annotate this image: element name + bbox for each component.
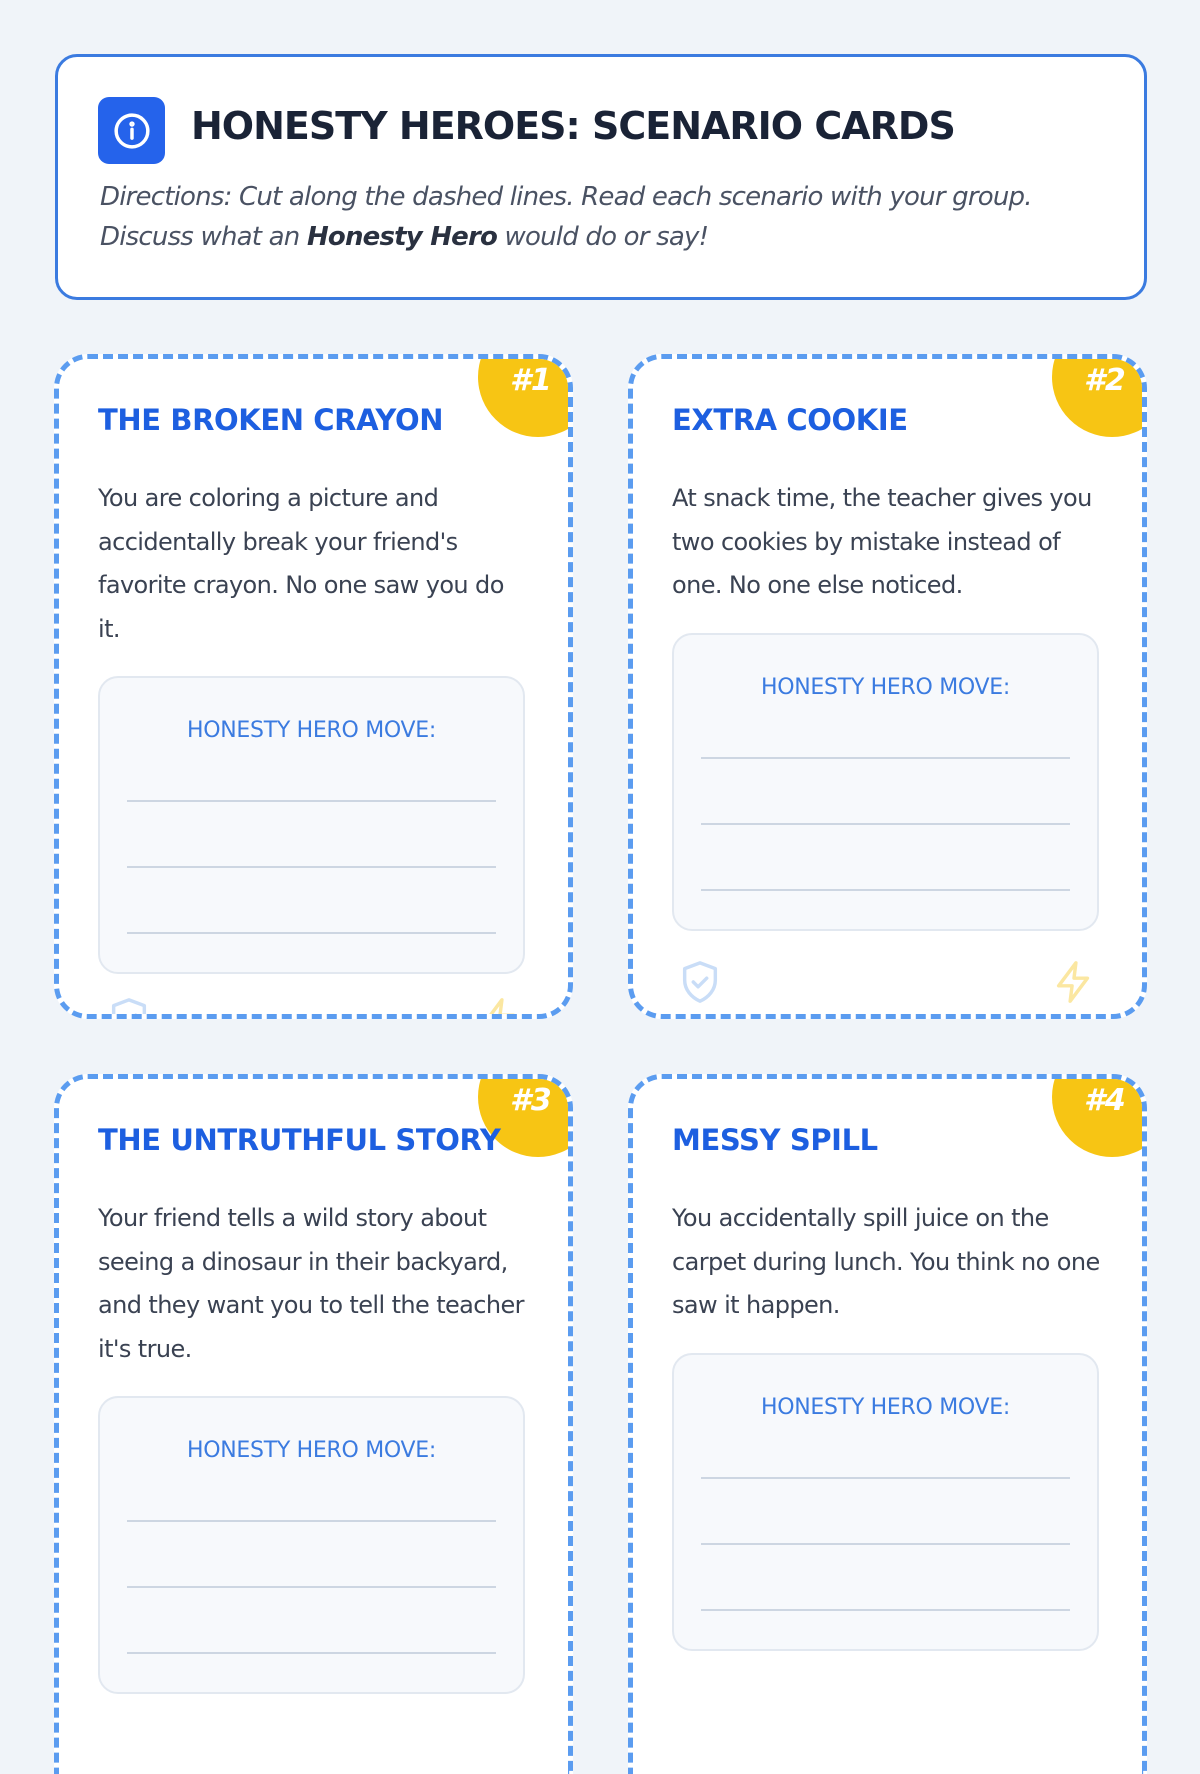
- honesty-move-box: [98, 1396, 525, 1694]
- write-line: [127, 800, 496, 802]
- write-line: [701, 1543, 1070, 1545]
- write-line: [701, 889, 1070, 891]
- write-line: [127, 1652, 496, 1654]
- scenario-card-1: [54, 354, 573, 1019]
- scenario-card-2: [628, 354, 1147, 1019]
- shield-check-icon: [106, 996, 152, 1019]
- write-line: [127, 932, 496, 934]
- write-line: [701, 1477, 1070, 1479]
- card-number-badge: #4: [1052, 1074, 1147, 1157]
- write-line: [701, 823, 1070, 825]
- card-number-badge: #2: [1052, 354, 1147, 437]
- card-title: EXTRA COOKIE: [672, 403, 908, 437]
- card-scenario-text: At snack time, the teacher gives you two cookies by mistake instead of one. No one else noticed.: [672, 484, 1092, 599]
- directions-text: Directions: Cut along the dashed lines. Read each scenario with your group. Discuss what an Honesty Hero would do or say!: [100, 182, 1032, 252]
- scenario-card-3: [54, 1074, 573, 1774]
- card-number-badge: #3: [478, 1074, 573, 1157]
- scenario-card-4: [628, 1074, 1147, 1774]
- write-line: [127, 866, 496, 868]
- write-line: [701, 1609, 1070, 1611]
- card-title: THE BROKEN CRAYON: [98, 403, 444, 437]
- info-icon: [98, 97, 165, 164]
- honesty-hero-emphasis: Honesty Hero: [306, 222, 498, 252]
- card-title: MESSY SPILL: [672, 1123, 878, 1157]
- move-label: HONESTY HERO MOVE:: [761, 1395, 1010, 1420]
- worksheet-header: [55, 54, 1147, 300]
- move-label: HONESTY HERO MOVE:: [761, 675, 1010, 700]
- card-title: THE UNTRUTHFUL STORY: [98, 1123, 501, 1157]
- honesty-move-box: [672, 1353, 1099, 1651]
- shield-check-icon: [677, 959, 723, 1009]
- page-title: HONESTY HEROES: SCENARIO CARDS: [191, 104, 955, 148]
- card-scenario-text: Your friend tells a wild story about seeing a dinosaur in their backyard, and they want you to tell the teacher it's true.: [98, 1204, 524, 1363]
- honesty-move-box: [98, 676, 525, 974]
- write-line: [127, 1520, 496, 1522]
- card-number-badge: #1: [478, 354, 573, 437]
- write-line: [701, 757, 1070, 759]
- honesty-move-box: [672, 633, 1099, 931]
- move-label: HONESTY HERO MOVE:: [187, 1438, 436, 1463]
- move-label: HONESTY HERO MOVE:: [187, 718, 436, 743]
- write-line: [127, 1586, 496, 1588]
- card-scenario-text: You are coloring a picture and accidentally break your friend's favorite crayon. No one saw you do it.: [98, 484, 504, 643]
- card-scenario-text: You accidentally spill juice on the carpet during lunch. You think no one saw it happen.: [672, 1204, 1100, 1319]
- lightning-icon: [477, 996, 523, 1019]
- lightning-icon: [1051, 959, 1097, 1009]
